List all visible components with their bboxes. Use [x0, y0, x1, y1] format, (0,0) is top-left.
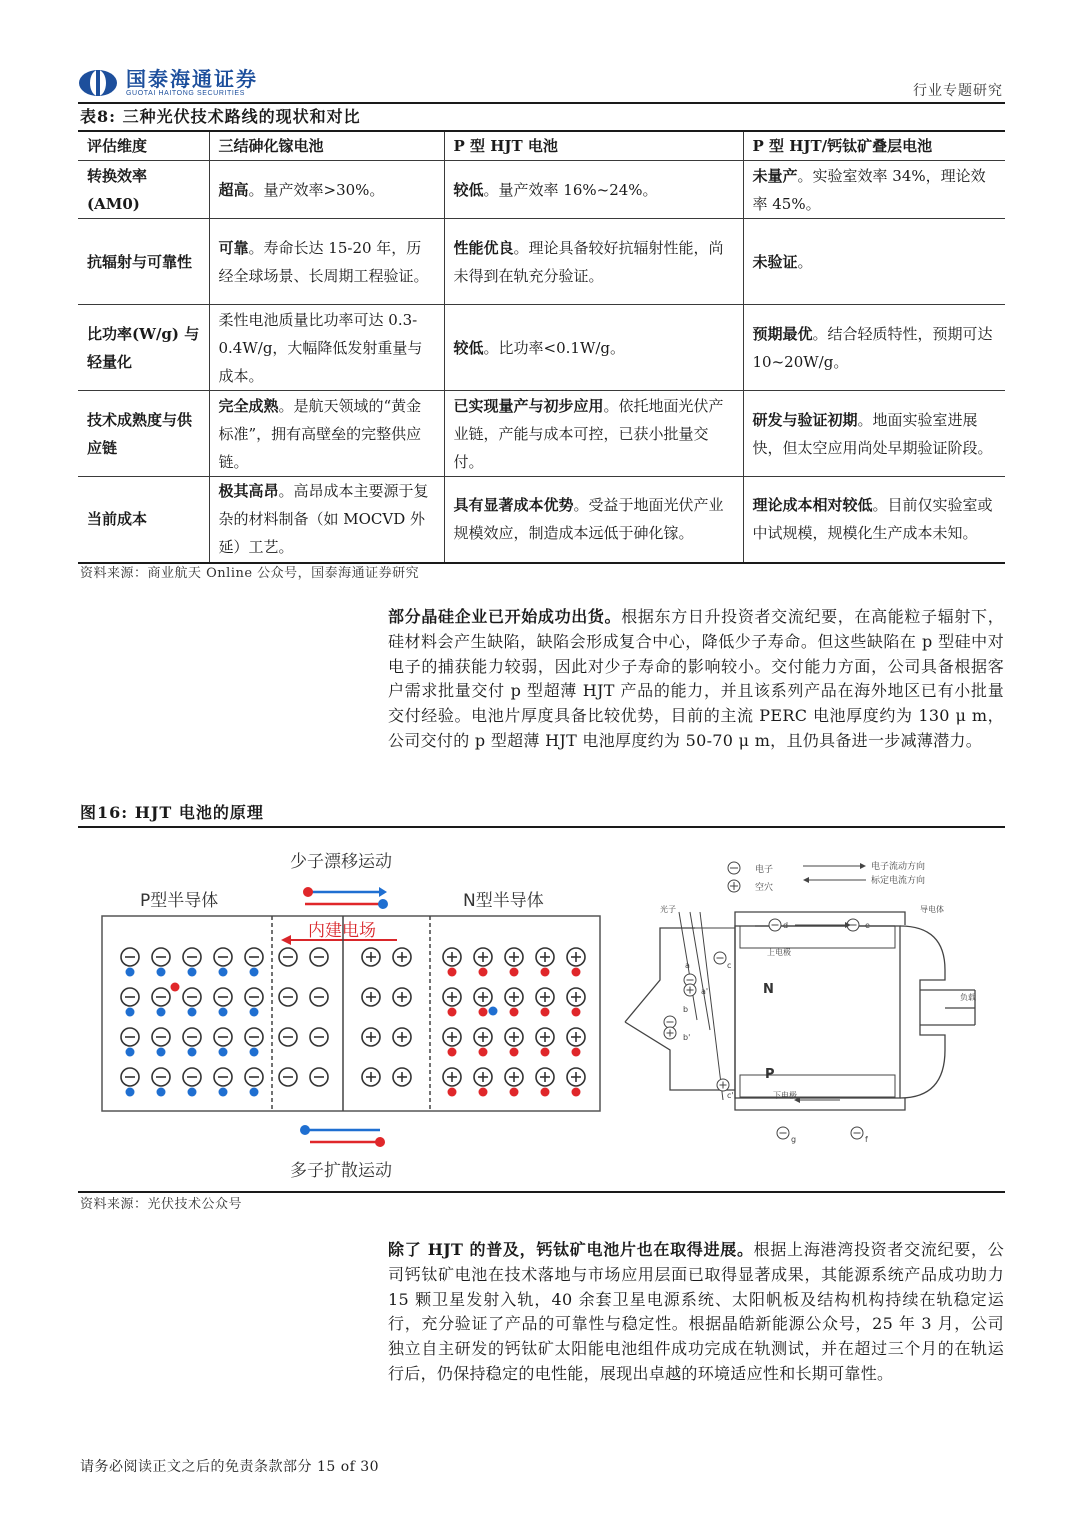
charge-carriers: [121, 948, 585, 1097]
table-cell: 已实现量产与初步应用。依托地面光伏产业链，产能与成本可控，已获小批量交付。: [444, 391, 743, 477]
paragraph-lead: 除了 HJT 的普及，钙钛矿电池片也在取得进展。: [388, 1240, 754, 1259]
legend: [728, 860, 925, 893]
paragraph-text: 根据上海港湾投资者交流纪要，公司钙钛矿电池在技术落地与市场应用层面已取得显著成果，其能源系统产品成功助力 15 颗卫星发射入轨，40 余套卫星电源系统、太阳帆板及结构机构持续在轨稳定运行，充分验证了产品的可靠性与稳定性。根据晶皓新能源公众号，25 年 3 月，公司独立自主研发的钙钛矿太阳能电池组件成功完成在轨测试，并在超过三个月的在轨运行后，仍保持稳定的电性能，展现出卓越的环境适应性和长期可靠性。: [388, 1240, 1004, 1383]
logo-icon: [78, 68, 118, 98]
figure-title: 图16: HJT 电池的原理: [80, 803, 264, 822]
electron-carrier: [714, 952, 731, 970]
depletion-ion: [279, 1068, 297, 1086]
table-cell: 柔性电池质量比功率可达 0.3-0.4W/g，大幅降低发射重量与成本。: [209, 305, 444, 391]
photon-label: 光子: [660, 905, 676, 914]
svg-text:d: d: [783, 921, 789, 930]
legend-electron-flow: 电子流动方向: [871, 862, 926, 872]
majority-hole: [188, 1088, 197, 1097]
donor-ion: [443, 1068, 461, 1086]
svg-text:a': a': [701, 987, 709, 996]
acceptor-ion: [121, 1028, 139, 1046]
p-type-label: P型半导体: [140, 891, 219, 911]
table-header-row: [78, 131, 1005, 161]
donor-ion: [443, 948, 461, 966]
svg-text:b': b': [683, 1033, 691, 1042]
table-cell: 可靠。寿命长达 15-20 年，历经全球场景、长周期工程验证。: [209, 219, 444, 305]
majority-electron: [572, 968, 581, 977]
depletion-ion: [393, 1068, 411, 1086]
page-footer: 请务必阅读正文之后的免责条款部分 15 of 30: [80, 1459, 380, 1475]
acceptor-ion: [245, 1068, 263, 1086]
page-header: [78, 66, 1005, 104]
table-cell: 超高。量产效率>30%。: [209, 161, 444, 219]
table-title: 表8: 三种光伏技术路线的现状和对比: [80, 107, 361, 126]
svg-text:g: g: [791, 1135, 797, 1144]
report-type: 行业专题研究: [913, 83, 1003, 99]
depletion-ion: [362, 988, 380, 1006]
acceptor-ion: [245, 988, 263, 1006]
logo-chinese-name: 国泰海通证券: [126, 67, 258, 91]
table-row: [78, 477, 1005, 563]
legend-hole: 空穴: [755, 883, 774, 893]
depletion-ion: [310, 1068, 328, 1086]
majority-hole: [157, 968, 166, 977]
acceptor-ion: [214, 1028, 232, 1046]
depletion-ion: [393, 988, 411, 1006]
majority-electron: [448, 968, 457, 977]
depletion-ion: [310, 948, 328, 966]
depletion-ion: [393, 948, 411, 966]
svg-text:c: c: [727, 961, 732, 970]
table-source: 资料来源：商业航天 Online 公众号，国泰海通证券研究: [80, 566, 420, 581]
majority-hole: [188, 1048, 197, 1057]
p-region-label: P: [765, 1067, 775, 1082]
table-cell: 具有显著成本优势。受益于地面光伏产业规模效应，制造成本远低于砷化镓。: [444, 477, 743, 563]
acceptor-ion: [214, 948, 232, 966]
minority-electron: [171, 983, 180, 992]
majority-hole: [126, 968, 135, 977]
donor-ion: [536, 988, 554, 1006]
table-cell: 较低。比功率<0.1W/g。: [444, 305, 743, 391]
majority-hole: [250, 1048, 259, 1057]
built-in-field-label: 内建电场: [308, 921, 376, 941]
majority-hole: [157, 1008, 166, 1017]
donor-ion: [567, 988, 585, 1006]
n-type-label: N型半导体: [463, 891, 544, 911]
legend-current-direction: 标定电流方向: [871, 876, 926, 886]
diffusion-arrow-electron: [310, 1137, 385, 1147]
dimension-cell: 转换效率 (AM0): [78, 161, 209, 219]
hole-carrier: [684, 984, 708, 996]
majority-electron: [510, 968, 519, 977]
donor-ion: [567, 1068, 585, 1086]
comparison-table: [78, 130, 1005, 564]
pn-junction-diagram: [95, 840, 610, 1185]
majority-hole: [250, 1008, 259, 1017]
dimension-cell: 比功率(W/g) 与轻量化: [78, 305, 209, 391]
header-divider: [78, 102, 1005, 104]
table-cell: 研发与验证初期。地面实验室进展快，但太空应用尚处早期验证阶段。: [743, 391, 1005, 477]
svg-text:b: b: [683, 1005, 689, 1014]
donor-ion: [505, 1068, 523, 1086]
depletion-ion: [362, 1028, 380, 1046]
dimension-cell: 抗辐射与可靠性: [78, 219, 209, 305]
electron-carrier: [777, 1127, 796, 1144]
majority-hole: [126, 1048, 135, 1057]
bottom-electrode: [740, 1075, 895, 1097]
photon-ray: [700, 912, 723, 1100]
column-header: P 型 HJT/钙钛矿叠层电池: [743, 131, 1005, 161]
majority-electron: [448, 1048, 457, 1057]
majority-hole: [157, 1088, 166, 1097]
minority-hole: [489, 1007, 498, 1016]
depletion-ion: [279, 948, 297, 966]
depletion-ion: [279, 1028, 297, 1046]
table-row: [78, 391, 1005, 477]
diffusion-arrow-hole: [300, 1125, 380, 1135]
logo-english-name: GUOTAI HAITONG SECURITIES: [126, 90, 245, 97]
majority-electron: [510, 1048, 519, 1057]
donor-ion: [505, 988, 523, 1006]
acceptor-ion: [121, 948, 139, 966]
hole-carrier: [664, 1027, 690, 1042]
depletion-ion: [279, 988, 297, 1006]
table-cell: 预期最优。结合轻质特性，预期可达 10~20W/g。: [743, 305, 1005, 391]
diffusion-label: 多子扩散运动: [290, 1161, 392, 1181]
majority-electron: [541, 1048, 550, 1057]
majority-electron: [572, 1008, 581, 1017]
majority-hole: [188, 968, 197, 977]
donor-ion: [505, 1028, 523, 1046]
semiconductor-block: [102, 916, 600, 1111]
top-electrode-label: 上电极: [767, 948, 791, 957]
acceptor-ion: [121, 1068, 139, 1086]
drift-arrow-hole: [305, 899, 388, 909]
depletion-ion: [362, 1068, 380, 1086]
majority-hole: [126, 1008, 135, 1017]
majority-electron: [479, 1048, 488, 1057]
drift-label: 少子漂移运动: [290, 852, 392, 872]
majority-electron: [448, 1008, 457, 1017]
acceptor-ion: [183, 988, 201, 1006]
table-cell: 未验证。: [743, 219, 1005, 305]
acceptor-ion: [183, 1028, 201, 1046]
electron-carrier: [664, 1005, 688, 1028]
acceptor-ion: [152, 988, 170, 1006]
majority-electron: [572, 1048, 581, 1057]
acceptor-ion: [214, 988, 232, 1006]
majority-hole: [188, 1008, 197, 1017]
majority-hole: [250, 968, 259, 977]
majority-electron: [448, 1088, 457, 1097]
cell-edge-lower: [625, 1022, 735, 1090]
company-logo: [78, 68, 258, 98]
load-label: 负载: [960, 993, 976, 1002]
table-row: [78, 305, 1005, 391]
dimension-cell: 技术成熟度与供应链: [78, 391, 209, 477]
electron-carrier: [769, 919, 788, 931]
acceptor-ion: [245, 1028, 263, 1046]
table-cell: 极其高昂。高昂成本主要源于复杂的材料制备（如 MOCVD 外延）工艺。: [209, 477, 444, 563]
body-paragraph-1: [388, 605, 1004, 754]
acceptor-ion: [152, 948, 170, 966]
majority-electron: [510, 1008, 519, 1017]
donor-ion: [536, 948, 554, 966]
dimension-cell: 当前成本: [78, 477, 209, 563]
acceptor-ion: [152, 1068, 170, 1086]
majority-electron: [541, 1008, 550, 1017]
majority-hole: [126, 1088, 135, 1097]
donor-ion: [474, 948, 492, 966]
svg-text:e: e: [865, 921, 870, 930]
majority-hole: [219, 1008, 228, 1017]
depletion-ion: [310, 988, 328, 1006]
body-paragraph-2: [388, 1238, 1004, 1387]
table-cell: 完全成熟。是航天领域的“黄金标准”，拥有高壁垒的完整供应链。: [209, 391, 444, 477]
acceptor-ion: [183, 948, 201, 966]
table-cell: 未量产。实验室效率 34%，理论效率 45%。: [743, 161, 1005, 219]
majority-electron: [541, 968, 550, 977]
hjt-circuit-diagram: [615, 850, 1000, 1160]
donor-ion: [567, 1028, 585, 1046]
donor-ion: [474, 1068, 492, 1086]
bottom-electrode-label: 下电极: [773, 1091, 797, 1100]
svg-text:f: f: [865, 1135, 868, 1144]
column-header: P 型 HJT 电池: [444, 131, 743, 161]
donor-ion: [474, 1028, 492, 1046]
donor-ion: [443, 1028, 461, 1046]
acceptor-ion: [183, 1068, 201, 1086]
drift-arrow-electron: [303, 887, 387, 897]
depletion-ion: [362, 948, 380, 966]
depletion-ion: [393, 1028, 411, 1046]
majority-electron: [510, 1088, 519, 1097]
majority-hole: [219, 968, 228, 977]
n-region-label: N: [763, 982, 774, 997]
majority-hole: [157, 1048, 166, 1057]
table-cell: 较低。量产效率 16%~24%。: [444, 161, 743, 219]
legend-electron: 电子: [755, 865, 774, 875]
acceptor-ion: [214, 1068, 232, 1086]
acceptor-ion: [121, 988, 139, 1006]
majority-hole: [219, 1088, 228, 1097]
column-header: 评估维度: [78, 131, 209, 161]
majority-electron: [479, 1088, 488, 1097]
acceptor-ion: [245, 948, 263, 966]
majority-electron: [479, 968, 488, 977]
paragraph-text: 根据东方日升投资者交流纪要，在高能粒子辐射下，硅材料会产生缺陷，缺陷会形成复合中心，降低少子寿命。但这些缺陷在 p 型硅中对电子的捕获能力较弱，因此对少子寿命的影响较小。交付能力方面，公司具备根据客户需求批量交付 p 型超薄 HJT 产品的能力，并且该系列产品在海外地区已有小批量交付经验。电池片厚度具备比较优势，目前的主流 PERC 电池厚度约为 130 μ m，公司交付的 p 型超薄 HJT 电池厚度约为 50-70 μ m，且仍具备进一步减薄潜力。: [388, 607, 1004, 750]
donor-ion: [443, 988, 461, 1006]
majority-electron: [479, 1008, 488, 1017]
depletion-ion: [310, 1028, 328, 1046]
figure-top-rule: [78, 826, 1005, 828]
paragraph-lead: 部分晶硅企业已开始成功出货。: [388, 607, 622, 626]
donor-ion: [505, 948, 523, 966]
table-cell: 性能优良。理论具备较好抗辐射性能，尚未得到在轨充分验证。: [444, 219, 743, 305]
top-electrode: [740, 926, 895, 948]
majority-electron: [572, 1088, 581, 1097]
svg-text:c': c': [727, 1091, 734, 1100]
majority-hole: [219, 1048, 228, 1057]
majority-hole: [250, 1088, 259, 1097]
majority-electron: [541, 1088, 550, 1097]
figure-source: 资料来源：光伏技术公众号: [80, 1197, 243, 1212]
acceptor-ion: [152, 1028, 170, 1046]
column-header: 三结砷化镓电池: [209, 131, 444, 161]
electron-carrier: [851, 1127, 868, 1144]
electron-carrier: [684, 961, 696, 986]
conductor-label: 导电体: [920, 905, 944, 914]
donor-ion: [567, 948, 585, 966]
donor-ion: [536, 1028, 554, 1046]
donor-ion: [536, 1068, 554, 1086]
donor-ion: [474, 988, 492, 1006]
table-row: [78, 219, 1005, 305]
svg-text:a: a: [685, 961, 690, 970]
table-row: [78, 161, 1005, 219]
table-cell: 理论成本相对较低。目前仅实验室或中试规模，规模化生产成本未知。: [743, 477, 1005, 563]
